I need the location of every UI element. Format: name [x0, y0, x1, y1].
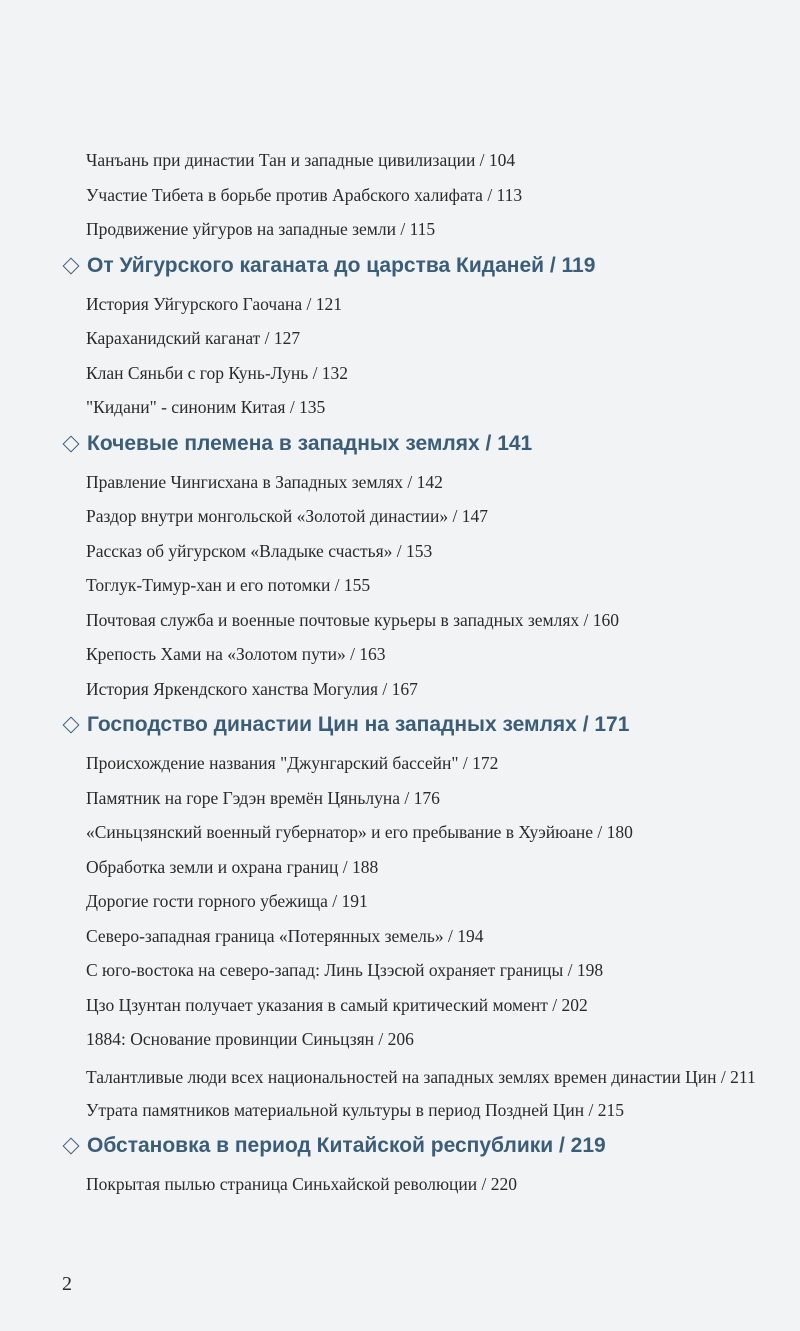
- toc-section-title: Господство династии Цин на западных землях / 171: [87, 713, 630, 736]
- toc-section-title: От Уйгурского каганата до царства Киданей / 119: [87, 253, 596, 277]
- toc-entry: Обработка земли и охрана границ / 188: [86, 856, 379, 877]
- toc-section-title: Кочевые племена в западных землях / 141: [87, 431, 533, 455]
- toc-entry: Чанъань при династии Тан и западные цивилизации / 104: [86, 150, 516, 170]
- toc-entry: История Уйгурского Гаочана / 121: [86, 293, 342, 314]
- diamond-outline-icon: [63, 257, 80, 274]
- toc-section-title: Обстановка в период Китайской республики / 219: [87, 1134, 606, 1157]
- diamond-outline-icon: [63, 1138, 80, 1155]
- toc-entry: С юго-востока на северо-запад: Линь Цзэсюй охраняет границы / 198: [86, 960, 604, 980]
- toc-entry: 1884: Основание провинции Синьцзян / 206: [86, 1029, 414, 1049]
- diamond-outline-icon: [63, 435, 80, 452]
- toc-entry: Цзо Цзунтан получает указания в самый критический момент / 202: [86, 994, 588, 1015]
- toc-entry: «Синьцзянский военный губернатор» и его пребывание в Хуэйюане / 180: [86, 822, 633, 842]
- toc-entry: Северо-западная граница «Потерянных земель» / 194: [86, 925, 484, 946]
- toc-section-heading: [62, 711, 787, 739]
- toc-entry: Талантливые люди всех национальностей на западных землях времен династии Цин / 211: [86, 1066, 756, 1087]
- toc-entry: Почтовая служба и военные почтовые курьеры в западных землях / 160: [86, 609, 619, 630]
- toc-entry: Участие Тибета в борьбе против Арабского халифата / 113: [86, 184, 523, 205]
- toc-entry: Раздор внутри монгольской «Золотой династии» / 147: [86, 506, 488, 526]
- toc-entry: Караханидский каганат / 127: [86, 328, 301, 348]
- toc-entry: Рассказ об уйгурском «Владыке счастья» / 153: [86, 540, 433, 561]
- toc-section-heading: [62, 1132, 787, 1160]
- toc-entry: "Кидани" - синоним Китая / 135: [86, 397, 326, 417]
- toc-entry: Крепость Хами на «Золотом пути» / 163: [86, 644, 386, 664]
- toc-entry: Правление Чингисхана в Западных землях / 142: [86, 471, 443, 492]
- toc-entry: Утрата памятников материальной культуры в период Поздней Цин / 215: [86, 1099, 624, 1120]
- diamond-outline-icon: [63, 717, 80, 734]
- toc-entry: Дорогие гости горного убежища / 191: [86, 891, 368, 911]
- toc-entry: Происхождение названия "Джунгарский бассейн" / 172: [86, 753, 499, 773]
- toc-entry: История Яркендского ханства Могулия / 167: [86, 678, 418, 699]
- toc-entry: Клан Сяньби с гор Кунь-Лунь / 132: [86, 362, 349, 383]
- table-of-contents: [62, 148, 787, 1207]
- toc-entry: Памятник на горе Гэдэн времён Цяньлуна / 176: [86, 787, 440, 808]
- page-number: 2: [62, 1273, 72, 1295]
- toc-section-heading: [62, 430, 787, 458]
- toc-entry: Тоглук-Тимур-хан и его потомки / 155: [86, 575, 371, 595]
- toc-section-heading: [62, 252, 787, 280]
- toc-entry: Покрытая пылью страница Синьхайской революции / 220: [86, 1174, 517, 1194]
- toc-entry: Продвижение уйгуров на западные земли / 115: [86, 219, 436, 239]
